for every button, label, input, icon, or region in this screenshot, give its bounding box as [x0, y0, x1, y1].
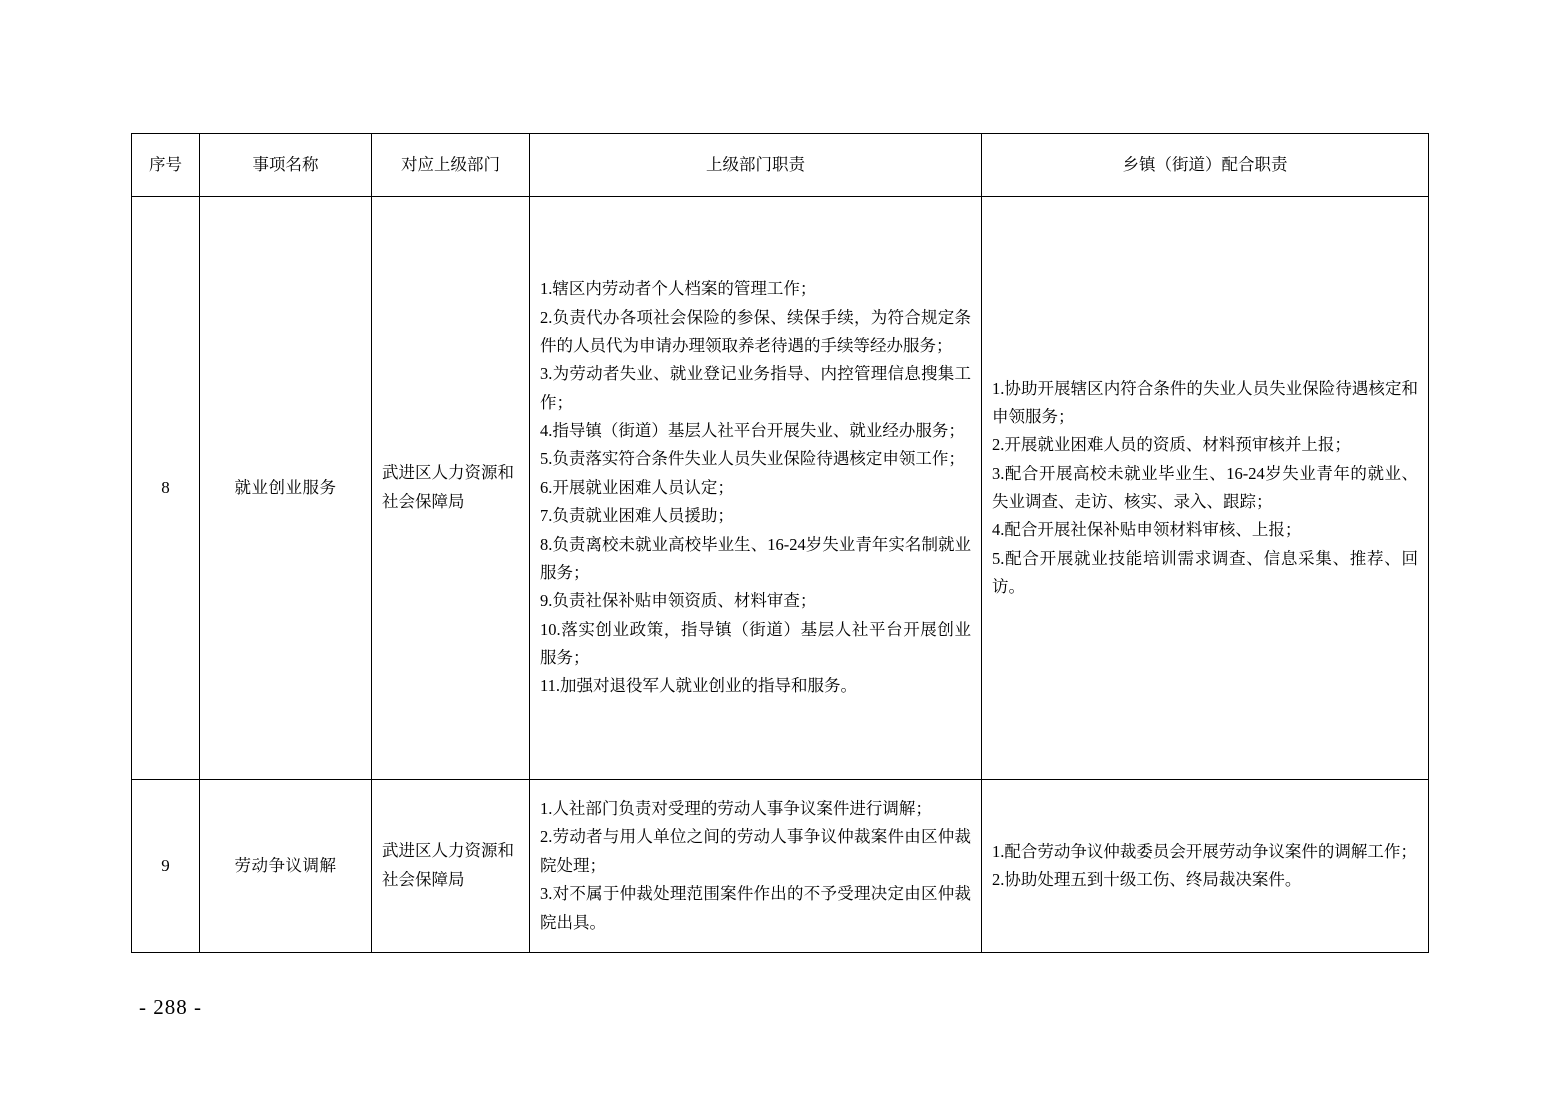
cooperation-line: 1.配合劳动争议仲裁委员会开展劳动争议案件的调解工作； [992, 841, 1417, 861]
duty-line: 3.对不属于仲裁处理范围案件作出的不予受理决定由区仲裁院出具。 [540, 884, 971, 932]
row-upper-department: 武进区人力资源和社会保障局 [372, 197, 530, 780]
row-upper-duties [530, 197, 982, 780]
column-header-no: 序号 [132, 134, 200, 197]
column-header-upper-duties: 上级部门职责 [530, 134, 982, 197]
duty-line: 8.负责离校未就业高校毕业生、16-24岁失业青年实名制就业服务； [540, 534, 971, 582]
column-header-township-cooperation: 乡镇（街道）配合职责 [982, 134, 1429, 197]
cooperation-line: 2.协助处理五到十级工伤、终局裁决案件。 [992, 870, 1302, 889]
row-township-cooperation [982, 780, 1429, 953]
row-upper-department: 武进区人力资源和社会保障局 [372, 780, 530, 953]
duty-line: 6.开展就业困难人员认定； [540, 477, 734, 497]
duty-line: 11.加强对退役军人就业创业的指导和服务。 [540, 676, 858, 696]
row-township-cooperation [982, 197, 1429, 780]
column-header-upper-department: 对应上级部门 [372, 134, 530, 197]
duty-line: 3.为劳动者失业、就业登记业务指导、内控管理信息搜集工作； [540, 364, 971, 412]
cooperation-line: 5.配合开展就业技能培训需求调查、信息采集、推荐、回访。 [992, 548, 1418, 597]
duty-line: 2.负责代办各项社会保险的参保、续保手续，为符合规定条件的人员代为申请办理领取养老待遇的手续等经办服务； [540, 307, 971, 355]
table-header-row [132, 134, 1429, 197]
table-row [132, 197, 1429, 780]
row-number: 9 [132, 780, 200, 953]
duty-line: 5.负责落实符合条件失业人员失业保险待遇核定申领工作； [540, 449, 965, 469]
cooperation-line: 4.配合开展社保补贴申领材料审核、上报； [992, 520, 1302, 540]
page-number: - 288 - [139, 995, 202, 1019]
table-header [132, 134, 1429, 197]
table-row [132, 780, 1429, 953]
duty-line: 1.辖区内劳动者个人档案的管理工作； [540, 279, 817, 299]
duty-line: 4.指导镇（街道）基层人社平台开展失业、就业经办服务； [540, 421, 965, 441]
row-item-name: 就业创业服务 [200, 197, 372, 780]
duty-line: 1.人社部门负责对受理的劳动人事争议案件进行调解； [540, 799, 932, 819]
duty-line: 7.负责就业困难人员援助； [540, 506, 734, 526]
row-number: 8 [132, 197, 200, 780]
row-upper-duties [530, 780, 982, 953]
duty-line: 2.劳动者与用人单位之间的劳动人事争议仲裁案件由区仲裁院处理； [540, 827, 971, 875]
responsibility-table [131, 133, 1429, 953]
duty-line: 10.落实创业政策，指导镇（街道）基层人社平台开展创业服务； [540, 619, 971, 668]
cooperation-line: 1.协助开展辖区内符合条件的失业人员失业保险待遇核定和申领服务； [992, 378, 1418, 426]
cooperation-line: 3.配合开展高校未就业毕业生、16-24岁失业青年的就业、失业调查、走访、核实、录入、跟踪； [992, 463, 1418, 511]
table-body [132, 197, 1429, 953]
row-item-name: 劳动争议调解 [200, 780, 372, 953]
column-header-item-name: 事项名称 [200, 134, 372, 197]
cooperation-line: 2.开展就业困难人员的资质、材料预审核并上报； [992, 435, 1351, 455]
duty-line: 9.负责社保补贴申领资质、材料审查； [540, 591, 817, 611]
